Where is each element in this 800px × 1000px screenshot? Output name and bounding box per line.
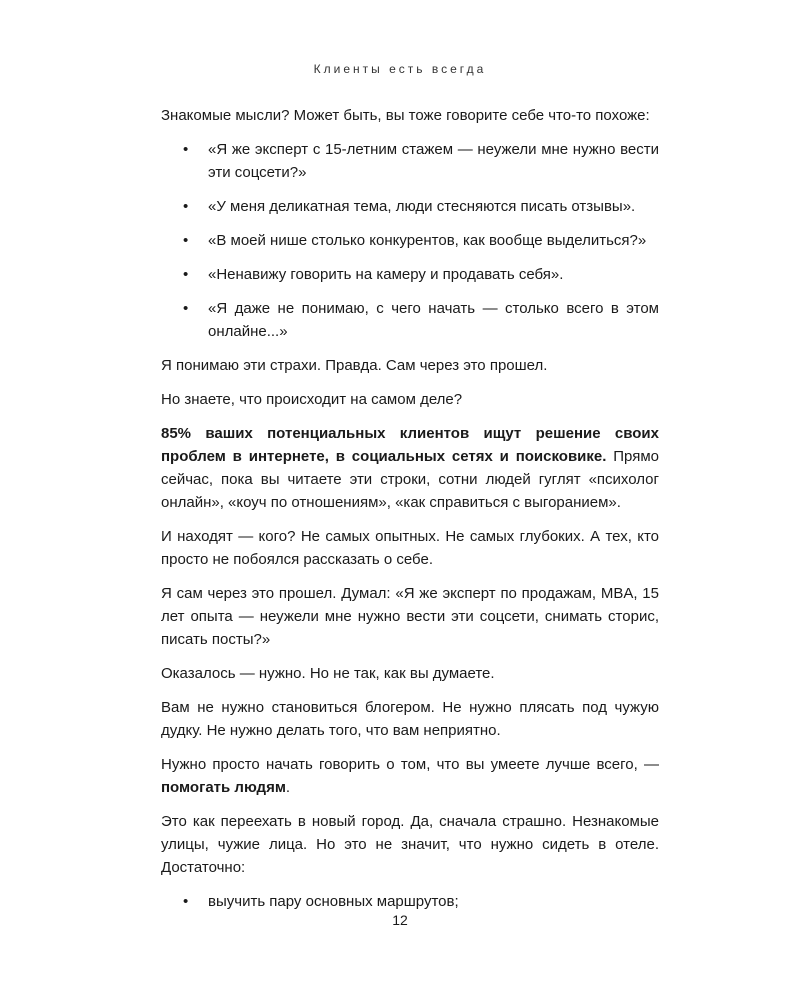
paragraph: Я понимаю эти страхи. Правда. Сам через это прошел. [161,357,548,374]
list-item: • выучить пару основных маршрутов; [161,890,659,913]
bullet-list [161,890,659,913]
paragraph-text: . [285,779,291,796]
list-item: • «Я же эксперт с 15-летним стажем — неужели мне нужно вести эти соцсети?» [161,138,659,184]
bold-statement: 85% ваших потенциальных клиентов ищут решение своих проблем в интернете, в социальных сетях и поисковике. [161,425,659,465]
paragraph: И находят — кого? Не самых опытных. Не самых глубоких. А тех, кто просто не побоялся рассказать о себе. [161,528,659,568]
list-item: • «В моей нише столько конкурентов, как вообще выделиться?» [161,229,659,252]
paragraph: Оказалось — нужно. Но не так, как вы думаете. [161,665,495,682]
paragraph: Знакомые мысли? Может быть, вы тоже говорите себе что-то похоже: [161,107,650,124]
page-number: 12 [392,912,408,928]
page-body [161,104,659,924]
bullet-list [161,138,659,343]
paragraph-text: Прямо сейчас, пока вы читаете эти строки, сотни людей гуглят «психолог онлайн», «коуч по отношениям», «как справиться с выгоранием». [161,448,660,511]
bold-phrase: помогать людям [161,779,286,796]
paragraph: Я сам через это прошел. Думал: «Я же эксперт по продажам, MBA, 15 лет опыта — неужели мне нужно вести эти соцсети, снимать сторис, писать посты?» [161,585,659,648]
paragraph: Но знаете, что происходит на самом деле? [161,391,463,408]
paragraph [161,422,659,514]
paragraph: Вам не нужно становиться блогером. Не нужно плясать под чужую дудку. Не нужно делать того, что вам неприятно. [161,699,659,739]
running-header: Клиенты есть всегда [313,62,487,76]
list-item: • «Я даже не понимаю, с чего начать — столько всего в этом онлайне...» [161,297,659,343]
paragraph-text: Нужно просто начать говорить о том, что вы умеете лучше всего, — [161,756,659,773]
paragraph: Это как переехать в новый город. Да, сначала страшно. Незнакомые улицы, чужие лица. Но это не значит, что нужно сидеть в отеле. Достаточно: [161,813,659,876]
list-item: • «Ненавижу говорить на камеру и продавать себя». [161,263,659,286]
list-item: • «У меня деликатная тема, люди стесняются писать отзывы». [161,195,659,218]
paragraph [161,753,659,799]
